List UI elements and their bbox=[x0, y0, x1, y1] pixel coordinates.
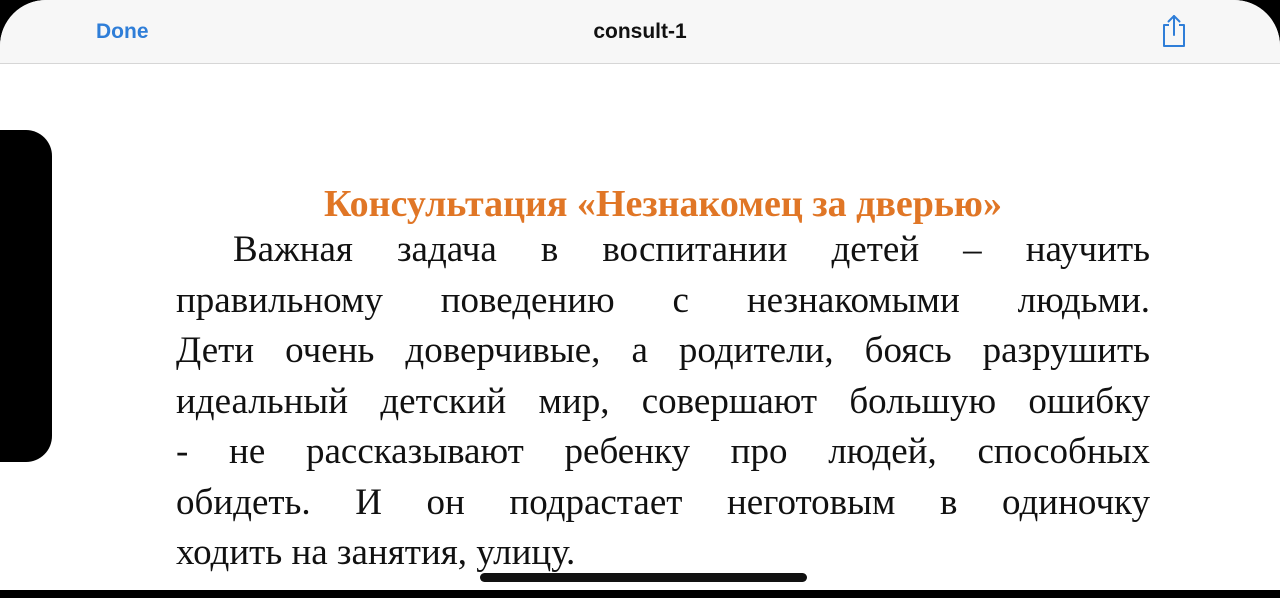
paragraph-line: Важная задача в воспитании детей – научить bbox=[233, 229, 1150, 270]
paragraph-line: обидеть. И он подрастает неготовым в одиночку bbox=[176, 481, 1150, 523]
share-icon-graphic bbox=[1158, 13, 1190, 49]
home-indicator[interactable] bbox=[480, 573, 807, 582]
share-icon[interactable] bbox=[1158, 13, 1190, 49]
navigation-bar bbox=[0, 0, 1280, 64]
document-body bbox=[176, 225, 1150, 579]
paragraph-line: идеальный детский мир, совершают большую ошибку bbox=[176, 380, 1150, 422]
document-title: consult-1 bbox=[593, 20, 687, 43]
document-viewer[interactable] bbox=[0, 64, 1280, 598]
done-button[interactable]: Done bbox=[96, 20, 149, 43]
paragraph-line: - не рассказывают ребенку про людей, способных bbox=[176, 431, 1150, 472]
device-notch bbox=[0, 130, 52, 462]
paragraph-line: правильному поведению с незнакомыми людьми. bbox=[176, 279, 1150, 321]
paragraph-line: Дети очень доверчивые, а родители, боясь разрушить bbox=[176, 330, 1150, 371]
document-heading: Консультация «Незнакомец за дверью» bbox=[324, 183, 1002, 225]
paragraph-line: ходить на занятия, улицу. bbox=[176, 532, 576, 573]
device-bottom-edge bbox=[0, 590, 1280, 598]
